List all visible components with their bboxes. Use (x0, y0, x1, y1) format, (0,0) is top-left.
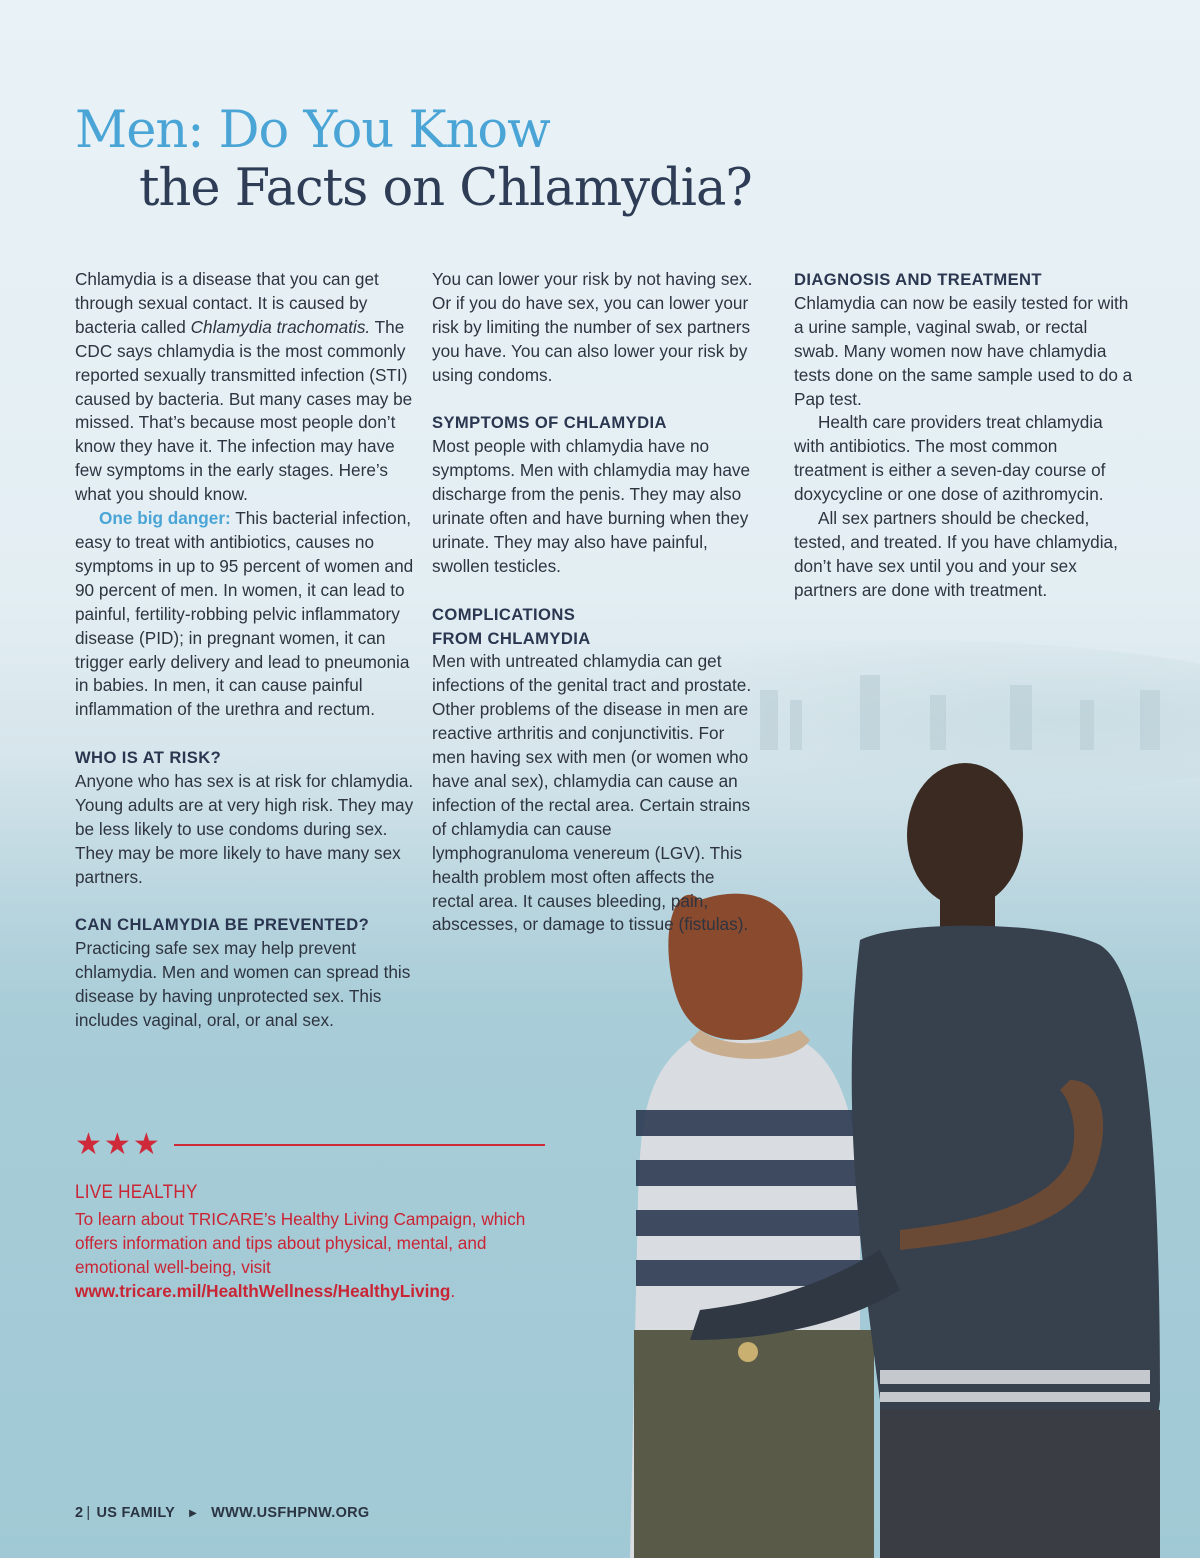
partners-paragraph: All sex partners should be checked, tested, and treated. If you have chlamydia, don’t have sex until you and your sex partners are done with treatment. (794, 508, 1118, 600)
lower-risk-paragraph: You can lower your risk by not having sex. Or if you do have sex, you can lower your risk by limiting the number of sex partners you have. You can also lower your risk by using condoms. (432, 269, 753, 385)
bacteria-name: Chlamydia trachomatis. (190, 316, 371, 337)
intro-paragraph (75, 268, 415, 507)
treatment-paragraph: Health care providers treat chlamydia with antibiotics. The most common treatment is either a seven-day course of doxycycline or one dose of azithromycin. (794, 412, 1106, 505)
title-line-2: the Facts on Chlamydia? (139, 159, 752, 218)
star-icon: ★ (103, 1128, 131, 1161)
divider-rule (174, 1144, 545, 1146)
danger-text: This bacterial infection, easy to treat with antibiotics, causes no symptoms in up to 95 percent of women and 90 percent of men. In women, it can lead to painful, fertility-robbing pelvic inflammatory disease (PID); in pregnant women, it can trigger early delivery and lead to pneumonia in babies. In men, it can cause painful inflammation of the urethra and rectum. (75, 508, 414, 720)
footer-separator: | (86, 1505, 91, 1521)
live-healthy-callout (75, 1130, 545, 1304)
live-healthy-heading: LIVE HEALTHY (75, 1182, 198, 1203)
play-arrow-icon: ▶ (189, 1507, 198, 1519)
publication-name: US FAMILY (96, 1505, 176, 1521)
risk-paragraph: Anyone who has sex is at risk for chlamydia. Young adults are at very high risk. They may be less likely to use condoms during sex. They may be more likely to have many sex partners. (75, 771, 414, 887)
stars-divider (75, 1130, 545, 1160)
page-title (75, 102, 752, 218)
page-footer (75, 1505, 370, 1521)
complications-heading-line-1: COMPLICATIONS (432, 604, 576, 624)
diagnosis-paragraph: Chlamydia can now be easily tested for with a urine sample, vaginal swab, or rectal swab. Many women now have chlamydia tests done on the same sample used to do a Pap test. (794, 292, 1133, 409)
title-line-1: Men: Do You Know (75, 101, 550, 160)
column-1 (75, 268, 415, 1033)
prevent-heading: CAN CHLAMYDIA BE PREVENTED? (75, 915, 370, 935)
diagnosis-heading: DIAGNOSIS AND TREATMENT (794, 270, 1042, 289)
tricare-link[interactable]: www.tricare.mil/HealthWellness/HealthyLiving (75, 1280, 451, 1301)
intro-text-b: The CDC says chlamydia is the most commonly reported sexually transmitted infection (STI) caused by bacteria. But many cases may be missed. That’s because most people don’t know they have it. The infection may have few symptoms in the early stages. Here’s what you should know. (75, 316, 413, 505)
symptoms-paragraph: Most people with chlamydia have no symptoms. Men with chlamydia may have discharge from the penis. They may also urinate often and have burning when they urinate. They may also have painful, swollen testicles. (432, 436, 751, 576)
intro-text-a: Chlamydia is a disease that you can get through sexual contact. It is caused by bacteria called (75, 269, 379, 337)
complications-heading-line-2: FROM CHLAMYDIA (432, 628, 591, 648)
star-icon: ★ (132, 1128, 160, 1161)
symptoms-heading: SYMPTOMS OF CHLAMYDIA (432, 413, 667, 433)
star-icon: ★ (75, 1128, 102, 1161)
complications-paragraph: Men with untreated chlamydia can get infections of the genital tract and prostate. Other problems of the disease in men are reactive arthritis and conjunctivitis. For men having sex with men (or women who have anal sex), chlamydia can cause an infection of the rectal area. Certain strains of chlamydia can cause lymphogranuloma venereum (LGV). This health problem most often affects the rectal area. It causes bleeding, pain, abscesses, or damage to tissue (fistulas). (432, 651, 752, 935)
callout-end: . (450, 1280, 456, 1301)
column-3 (794, 268, 1134, 603)
danger-paragraph (75, 507, 415, 722)
live-healthy-text (75, 1208, 545, 1304)
danger-lead: One big danger: (99, 508, 231, 529)
risk-heading: WHO IS AT RISK? (75, 748, 222, 768)
footer-url[interactable]: WWW.USFHPNW.ORG (211, 1505, 370, 1521)
callout-text: To learn about TRICARE’s Healthy Living Campaign, which offers information and tips about physical, mental, and emotional well-being, visit (75, 1209, 526, 1277)
page-number: 2 (75, 1505, 84, 1521)
prevent-paragraph: Practicing safe sex may help prevent chlamydia. Men and women can spread this disease by having unprotected sex. This includes vaginal, oral, or anal sex. (75, 938, 411, 1031)
column-2 (432, 268, 762, 937)
